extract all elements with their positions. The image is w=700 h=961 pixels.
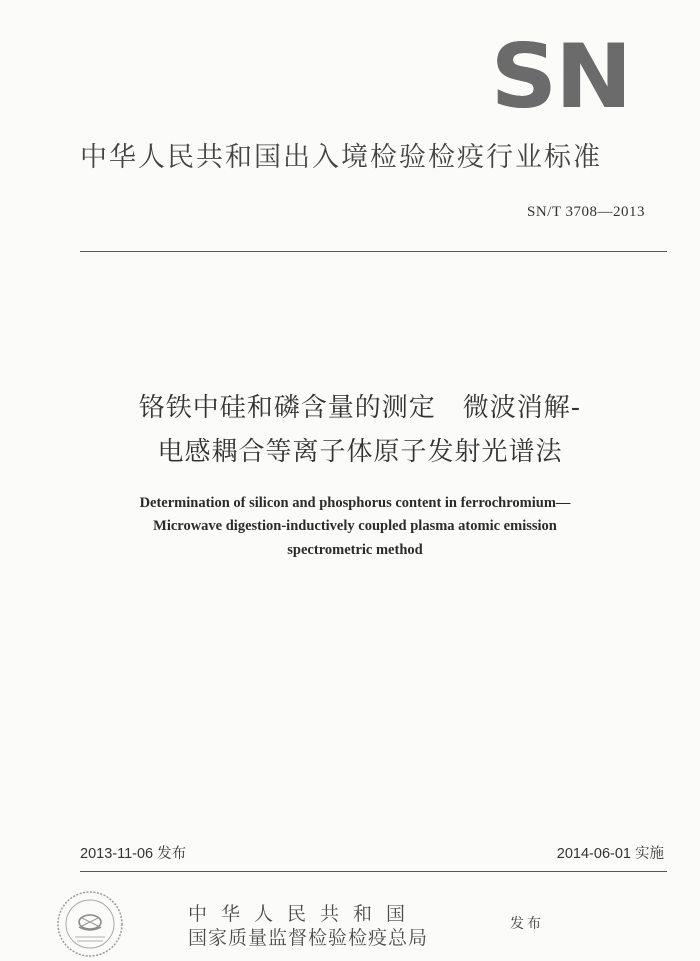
- official-seal-icon: [55, 889, 125, 959]
- top-divider: [80, 251, 667, 252]
- issue-date: 2013-11-06 发布: [80, 846, 187, 862]
- title-en-line2: Microwave digestion-inductively coupled plasma atomic emission: [153, 518, 557, 534]
- issuer-line1: 中华人民共和国: [188, 903, 420, 925]
- bottom-divider: [80, 871, 667, 872]
- title-en-line3: spectrometric method: [287, 542, 423, 558]
- title-cn-line2: 电感耦合等离子体原子发射光谱法: [157, 437, 563, 467]
- issuer-line2: 国家质量监督检验检疫总局: [188, 927, 429, 949]
- sn-logo-text: SN: [491, 25, 631, 128]
- implementation-date: 2014-06-01 实施: [556, 846, 664, 862]
- title-cn-line1: 铬铁中硅和磷含量的测定 微波消解-: [138, 393, 582, 423]
- publish-label: 发布: [510, 916, 544, 932]
- title-en-line1: Determination of silicon and phosphorus content in ferrochromium—: [139, 495, 571, 511]
- sn-logo: [487, 25, 635, 128]
- authority-title: 中华人民共和国出入境检验检疫行业标准: [80, 142, 602, 173]
- standard-number: SN/T 3708—2013: [527, 204, 645, 220]
- issuer-block: [188, 902, 428, 950]
